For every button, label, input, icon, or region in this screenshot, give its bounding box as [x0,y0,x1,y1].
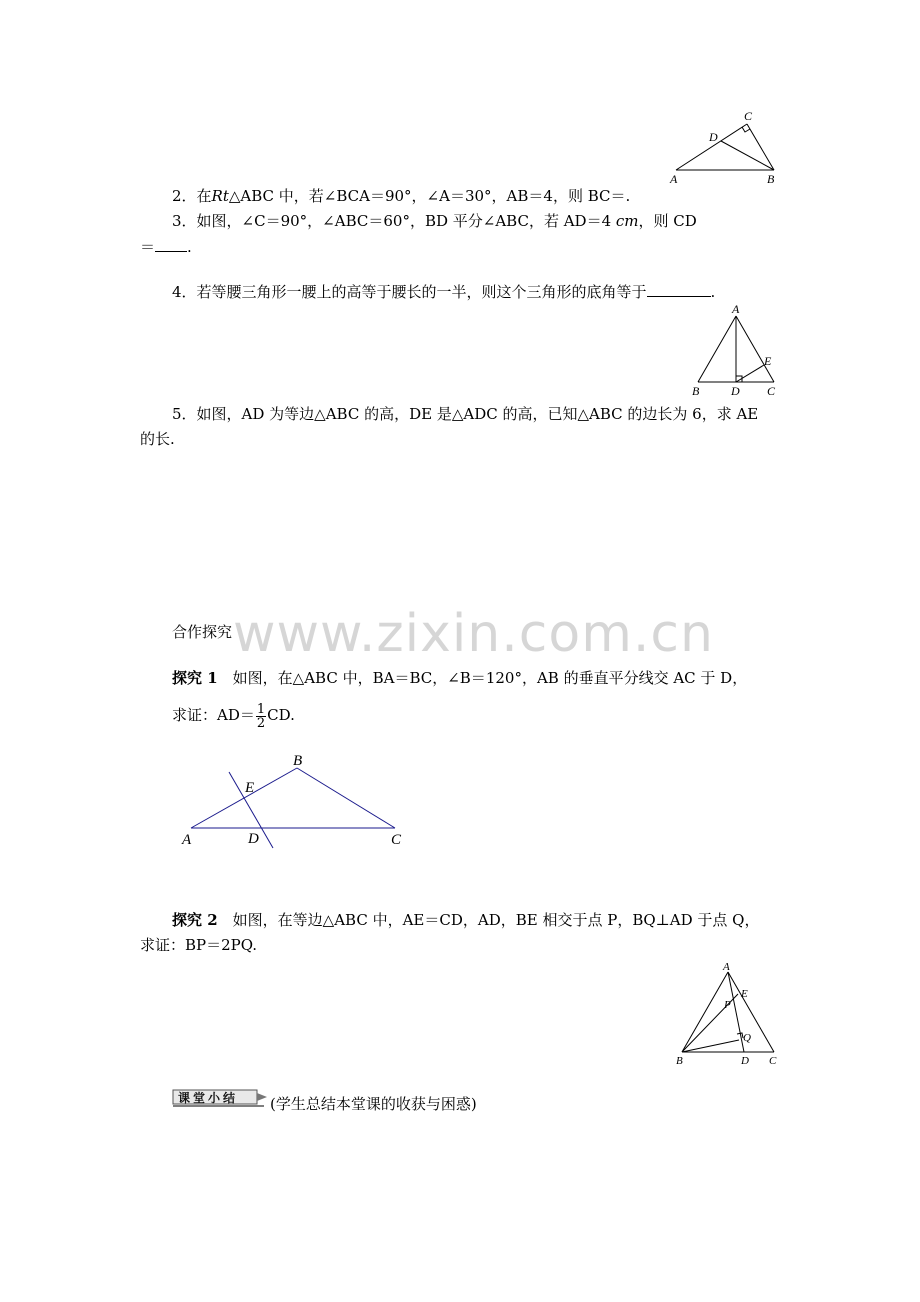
q2-rt: Rt [211,187,229,205]
fig2-label-a: A [732,302,740,316]
figure-right-triangle-bd [664,108,784,188]
fig4-label-p: P [724,999,731,1011]
explore-1-proof-a: 求证：AD＝ [172,706,255,724]
fig3-label-c: C [391,832,402,848]
q3-unit: cm [615,212,639,230]
question-2 [172,186,630,206]
explore-1-label: 探究 1 [172,669,218,687]
fig1-label-c: C [744,109,753,123]
explore-1-proof-b: CD. [267,706,295,724]
q3-line2-a: ＝ [140,238,156,256]
fraction-one-half [256,703,266,730]
q4-text-a: 4．若等腰三角形一腰上的高等于腰长的一半，则这个三角形的底角等于 [172,283,647,301]
fig3-label-a: A [182,832,192,848]
question-3-line-2 [140,237,192,257]
question-4 [172,282,715,302]
q2-text-b: △ABC 中，若∠BCA＝90°，∠A＝30°，AB＝4，则 BC＝. [228,187,631,205]
fig4-label-q: Q [743,1032,751,1044]
fig2-label-e: E [764,354,772,368]
q2-text-a: 2．在 [172,187,212,205]
answer-blank [155,237,187,252]
fig1-label-a: A [670,172,678,186]
figure-equilateral-cevians [672,962,784,1068]
fig4-label-c: C [769,1055,777,1067]
q3-line2-b: . [187,238,192,256]
question-5: 5．如图，AD 为等边△ABC 的高，DE 是△ADC 的高，已知△ABC 的边长为 6，求 AE [172,405,759,423]
fig1-label-d: D [709,130,718,144]
explore-1-proof [172,700,295,730]
fig3-label-e: E [245,780,255,796]
question-5-line-2: 的长. [140,430,175,448]
figure-equilateral-altitude [690,304,790,400]
q4-text-b: . [710,283,716,301]
explore-1-text: 如图，在△ABC 中，BA＝BC，∠B＝120°，AB 的垂直平分线交 AC 于 D， [217,669,748,687]
explore-1 [172,668,747,688]
watermark: www.zixin.com.cn [233,604,714,664]
section-title: 合作探究 [172,623,233,641]
figure-perpendicular-bisector [176,748,416,852]
summary-text: (学生总结本堂课的收获与困惑) [270,1095,477,1113]
summary-badge [172,1088,268,1108]
fig2-label-b: B [692,384,700,398]
q3-text-b: ，则 CD [638,212,697,230]
fig2-label-d: D [731,384,740,398]
fig3-label-d: D [248,831,259,847]
explore-2 [172,910,759,930]
fig4-label-e: E [741,988,748,1000]
fraction-denominator: 2 [256,715,266,731]
q3-text-a: 3．如图，∠C＝90°，∠ABC＝60°，BD 平分∠ABC，若 AD＝4 [172,212,616,230]
fig2-label-c: C [767,384,776,398]
fig4-label-b: B [676,1055,683,1067]
explore-2-text: 如图，在等边△ABC 中，AE＝CD，AD，BE 相交于点 P，BQ⊥AD 于点 Q， [217,911,760,929]
explore-2-line-2: 求证：BP＝2PQ. [140,936,258,954]
fraction-numerator: 1 [256,701,266,717]
summary-badge-text: 课堂小结 [178,1091,239,1105]
fig4-label-a: A [723,961,730,973]
explore-2-label: 探究 2 [172,911,218,929]
answer-blank [647,282,711,297]
fig3-label-b: B [293,753,303,769]
fig4-label-d: D [741,1055,749,1067]
fig1-label-b: B [767,172,775,186]
question-3 [172,211,697,231]
